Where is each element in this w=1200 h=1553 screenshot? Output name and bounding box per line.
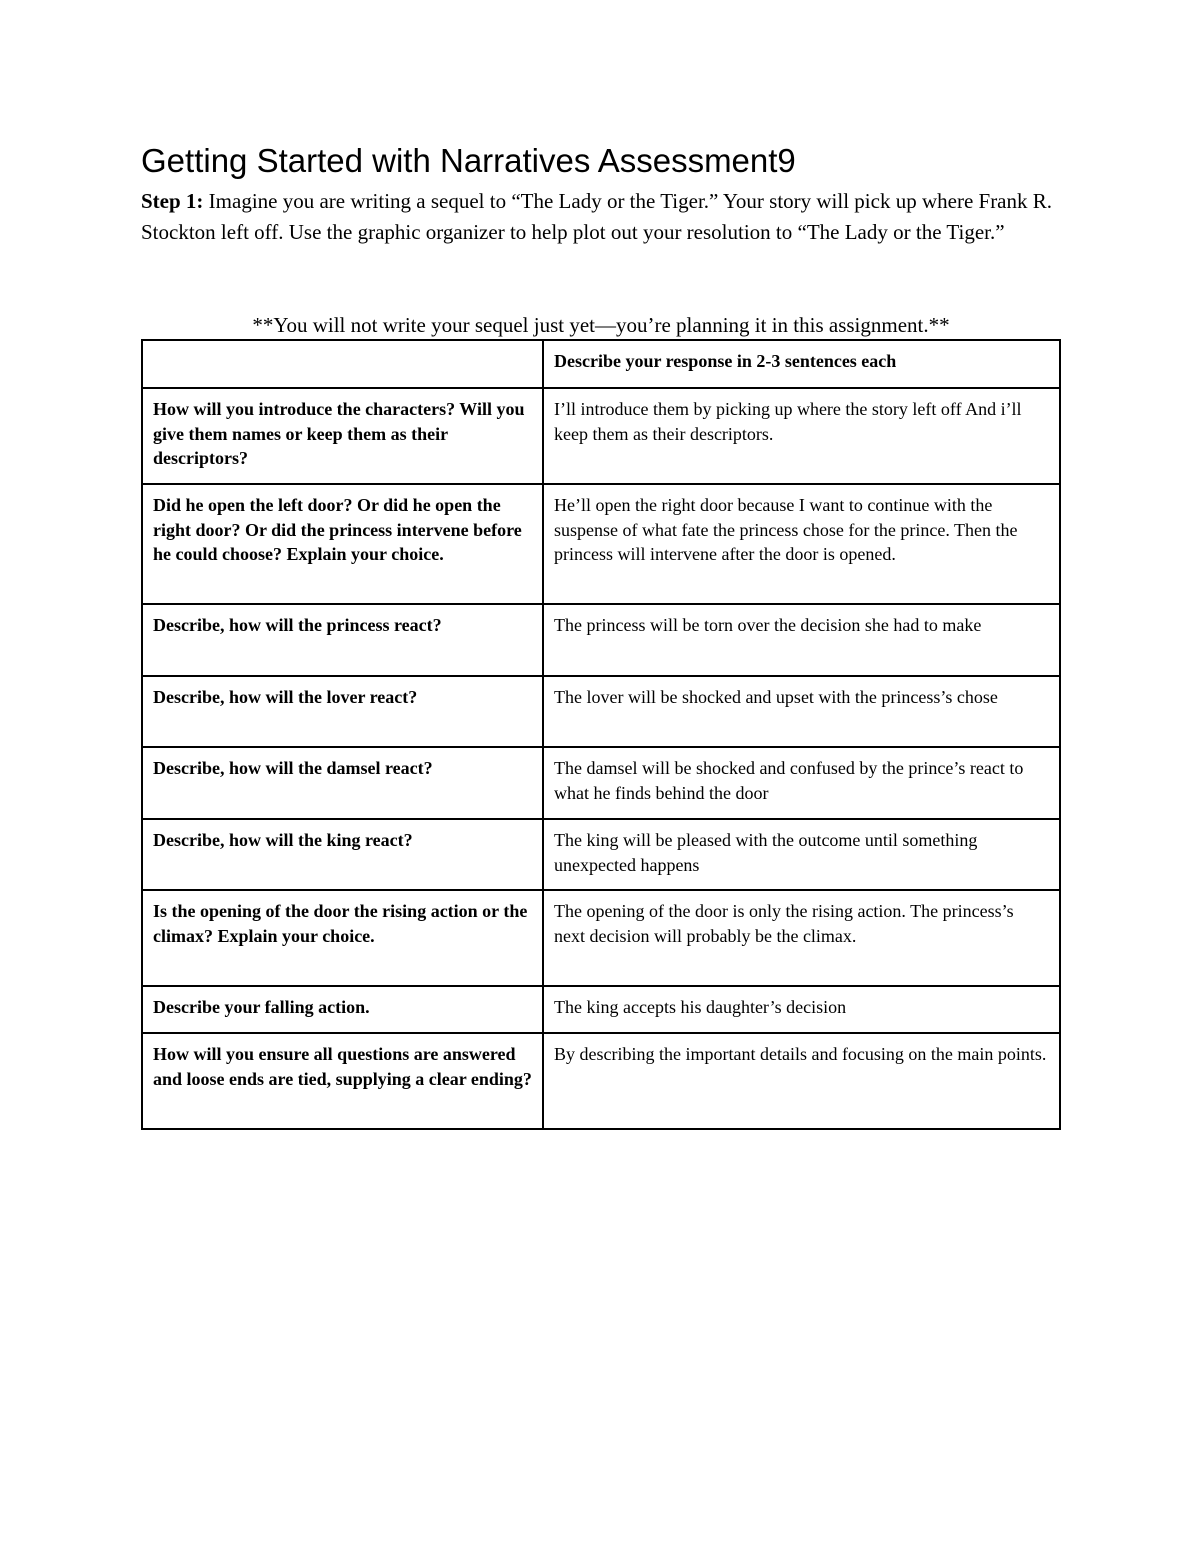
question-cell: How will you introduce the characters? Will you give them names or keep them as their descriptors?: [142, 388, 543, 484]
question-cell: Describe, how will the damsel react?: [142, 747, 543, 819]
table-row: [142, 747, 1060, 819]
question-cell: Did he open the left door? Or did he open the right door? Or did the princess intervene before he could choose? Explain your choice.: [142, 484, 543, 604]
response-cell: The king will be pleased with the outcome until something unexpected happens: [543, 819, 1060, 890]
table-header-row: [142, 340, 1060, 388]
intro-text: Imagine you are writing a sequel to “The Lady or the Tiger.” Your story will pick up where Frank R. Stockton left off. Use the graphic organizer to help plot out your resolution to “The Lady or the Tiger.”: [141, 189, 1053, 244]
question-cell: How will you ensure all questions are answered and loose ends are tied, supplying a clear ending?: [142, 1033, 543, 1129]
header-cell-empty: [142, 340, 543, 388]
planning-note: **You will not write your sequel just yet—you’re planning it in this assignment.**: [252, 313, 950, 337]
table-row: [142, 388, 1060, 484]
table-row: [142, 484, 1060, 604]
response-cell: The opening of the door is only the rising action. The princess’s next decision will probably be the climax.: [543, 890, 1060, 986]
table-row: [142, 819, 1060, 890]
response-cell: I’ll introduce them by picking up where the story left off And i’ll keep them as their descriptors.: [543, 388, 1060, 484]
page-title: Getting Started with Narratives Assessment9: [141, 142, 796, 179]
response-cell: The king accepts his daughter’s decision: [543, 986, 1060, 1033]
question-cell: Describe, how will the lover react?: [142, 676, 543, 747]
response-cell: He’ll open the right door because I want to continue with the suspense of what fate the princess chose for the prince. Then the princess will intervene after the door is opened.: [543, 484, 1060, 604]
response-cell: By describing the important details and focusing on the main points.: [543, 1033, 1060, 1129]
step-label: Step 1:: [141, 189, 204, 213]
table-row: [142, 986, 1060, 1033]
intro-paragraph: [141, 186, 1061, 248]
response-cell: The princess will be torn over the decision she had to make: [543, 604, 1060, 676]
response-cell: The damsel will be shocked and confused by the prince’s react to what he finds behind the door: [543, 747, 1060, 819]
graphic-organizer-table: [141, 339, 1061, 1130]
question-cell: Describe your falling action.: [142, 986, 543, 1033]
question-cell: Is the opening of the door the rising action or the climax? Explain your choice.: [142, 890, 543, 986]
response-cell: The lover will be shocked and upset with the princess’s chose: [543, 676, 1060, 747]
table-row: [142, 1033, 1060, 1129]
table-row: [142, 890, 1060, 986]
table-row: [142, 676, 1060, 747]
header-cell-response: Describe your response in 2-3 sentences each: [543, 340, 1060, 388]
question-cell: Describe, how will the princess react?: [142, 604, 543, 676]
question-cell: Describe, how will the king react?: [142, 819, 543, 890]
table-row: [142, 604, 1060, 676]
